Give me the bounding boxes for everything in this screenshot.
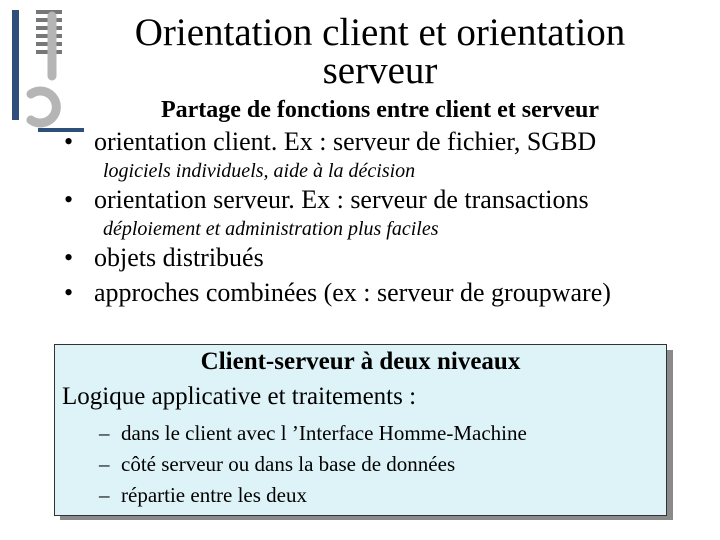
slide-title-line-2: serveur <box>322 49 438 92</box>
bullet-text: orientation client. Ex : serveur de fichier, SGBD <box>94 127 597 156</box>
dash-marker: – <box>99 483 110 507</box>
bullet-marker: • <box>64 243 74 272</box>
bullet-text: objets distribués <box>94 243 264 272</box>
bullet-text: approches combinées (ex : serveur de groupware) <box>94 278 611 307</box>
dash-marker: – <box>99 452 110 476</box>
dash-marker: – <box>99 421 110 445</box>
bullet-item <box>64 185 589 215</box>
cnam-logo-graphic <box>6 6 86 134</box>
bullet-marker: • <box>64 185 74 214</box>
callout-box-title: Client-serveur à deux niveaux <box>200 348 521 375</box>
bullet-marker: • <box>64 278 74 307</box>
callout-list-text: répartie entre les deux <box>121 483 307 507</box>
bullet-item <box>64 127 596 157</box>
callout-box-intro: Logique applicative et traitements : <box>62 383 417 410</box>
callout-list-text: dans le client avec l ’Interface Homme-Machine <box>121 421 527 445</box>
cnam-logo <box>6 6 86 134</box>
slide-subtitle: Partage de fonctions entre client et serveur <box>160 97 600 123</box>
callout-list-item <box>99 452 455 477</box>
callout-list-item <box>99 421 527 446</box>
bullet-item <box>64 243 264 273</box>
bullet-text: orientation serveur. Ex : serveur de transactions <box>94 185 589 214</box>
callout-list-item <box>99 483 307 508</box>
slide-title <box>80 11 680 92</box>
callout-box <box>54 344 667 516</box>
bullet-marker: • <box>64 127 74 156</box>
bullet-detail: déploiement et administration plus faciles <box>103 218 439 240</box>
bullet-detail: logiciels individuels, aide à la décision <box>103 160 416 182</box>
callout-list-text: côté serveur ou dans la base de données <box>121 452 456 476</box>
bullet-item <box>64 278 611 308</box>
slide-title-line-1: Orientation client et orientation <box>134 11 626 54</box>
